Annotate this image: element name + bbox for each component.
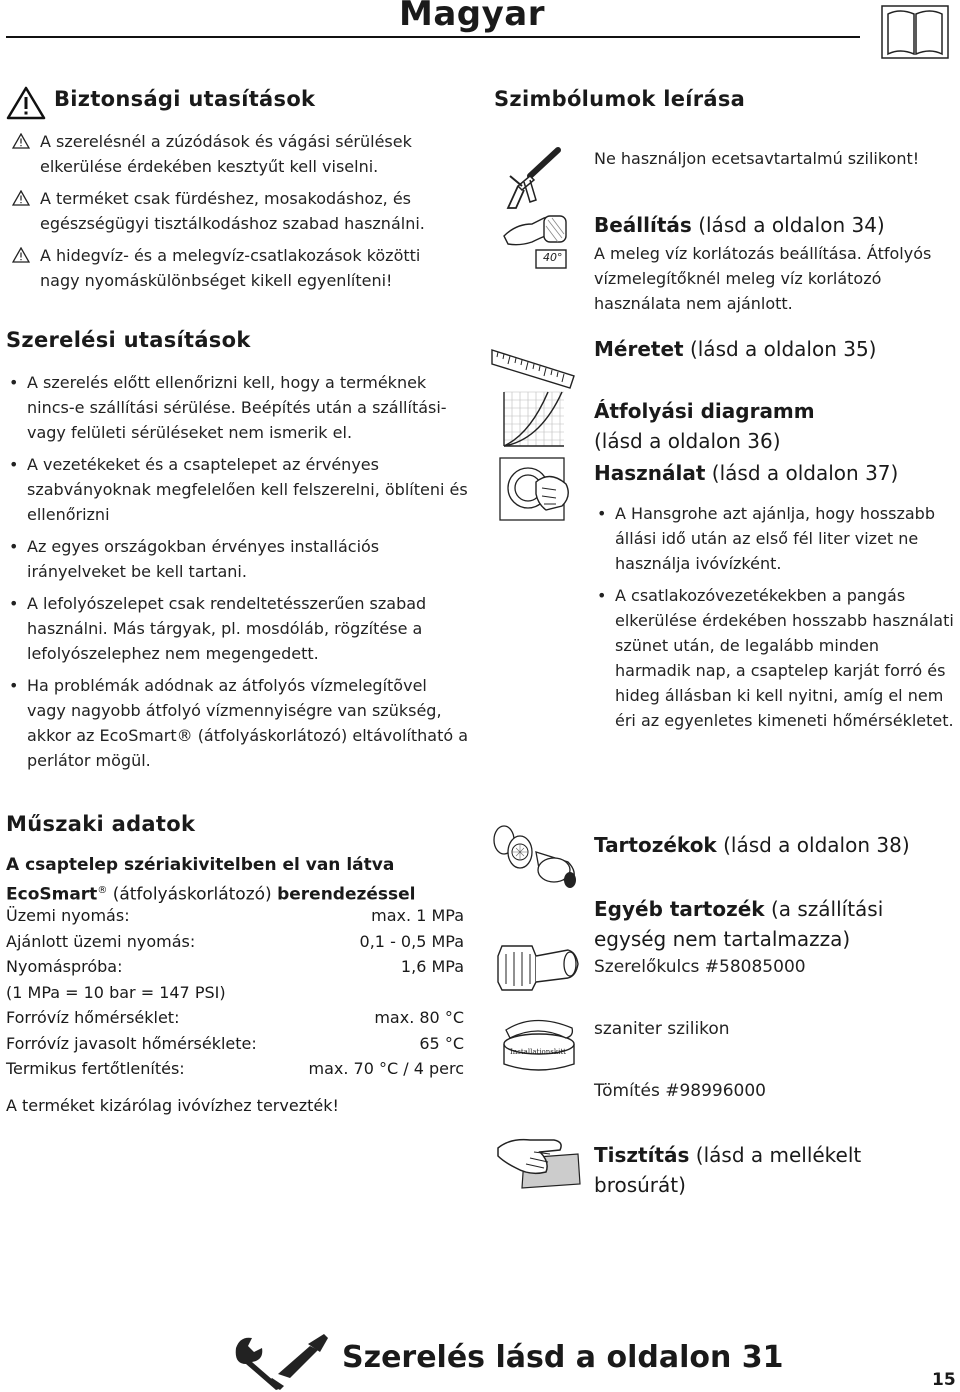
page-language-title: Magyar [399,0,545,34]
dims-ref: (lásd a oldalon 35) [683,337,877,361]
safety-item: A hidegvíz- és a melegvíz-csatlakozások közötti nagy nyomáskülönbséget kikell egyenlíteni! [12,243,432,293]
silicone-gun-icon [500,146,564,210]
setting-text: A meleg víz korlátozás beállítása. Átfolyós vízmelegítőknél meleg víz korlátozó használata nem ajánlott. [594,244,932,313]
aerator-icon [490,822,580,894]
tech-note: A terméket kizárólag ivóvízhez tervezték! [6,1096,339,1115]
wrench-item: Szerelőkulcs #58085000 [594,957,806,977]
use-heading [594,458,954,488]
spec-row: Forróvíz javasolt hőmérséklete: 65 °C [6,1033,464,1053]
tools-icon [230,1330,330,1390]
warning-icon [6,86,46,120]
registered-mark: ® [97,885,108,896]
symbols-title: Szimbólumok leírása [494,87,746,111]
flow-diagram-icon [500,388,568,450]
book-icon [880,4,950,60]
tech-intro-bold2: berendezéssel [277,884,416,905]
spec-table [6,903,464,1082]
ruler-icon [490,334,576,390]
spec-row: Üzemi nyomás: max. 1 MPa [6,906,464,925]
spec-row: Ajánlott üzemi nyomás: 0,1 - 0,5 MPa [6,931,464,951]
wrench-key-icon [492,936,582,996]
footer-text: Szerelés lásd a oldalon 31 [342,1340,784,1375]
spec-row: Termikus fertőtlenítés: max. 70 °C / 4 perc [6,1059,464,1078]
page-number: 15 [932,1370,956,1390]
list-item: • A szerelés előtt ellenőrizni kell, hogy a terméknek nincs-e szállítási sérülése. Beépítés után a szállítási- vagy felületi sérüléseket nem ismerik el. [6,370,470,445]
header-rule [6,36,860,38]
list-item: • Az egyes országokban érvényes installációs irányelveket be kell tartani. [6,534,470,584]
temperature-setting-icon [500,212,574,274]
setting-ref: (lásd a oldalon 34) [691,213,885,237]
warning-icon [12,190,30,206]
cleaning-title: Tisztítás [594,1143,690,1167]
list-item: • Ha problémák adódnak az átfolyós vízmelegítõvel vagy nagyobb átfolyó vízmennyiségre van szükség, akkor az EcoSmart® (átfolyáskorlátozó) eltávolítható a perlátor mögül. [6,673,470,773]
list-item: • A csatlakozóvezetékekben a pangás elkerülése érdekében hosszabb használati szünet után, de legalább minden harmadik nap, a csaptelep karját forró és hideg állásban ki kell nyitni, amíg el nem éri az egyenletes kimeneti hőmérsékletet. [594,583,958,733]
dims-heading [594,334,954,364]
warning-icon [12,133,30,149]
spec-row: (1 MPa = 10 bar = 147 PSI) [6,982,226,1002]
usage-icon [496,454,574,524]
spec-row: Nyomáspróba: 1,6 MPa [6,957,464,976]
silicone-can-icon [494,1016,586,1076]
accessories-ref: (lásd a oldalon 38) [716,833,910,857]
setting-title: Beállítás [594,213,692,237]
seal-item: Tömítés #98996000 [594,1081,767,1101]
list-item: • A vezetékeket és a csaptelepet az érvényes szabványoknak megfelelően kell felszerelni, öblíteni és ellenőrizni [6,452,470,527]
safety-title: Biztonsági utasítások [54,87,316,111]
use-list [594,501,958,740]
use-title: Használat [594,461,706,485]
list-item: • A Hansgrohe azt ajánlja, hogy hosszabb állási idő után az első fél liter vizet ne használja ivóvízként. [594,501,958,576]
brand-name: EcoSmart [6,884,98,905]
tech-title: Műszaki adatok [6,812,196,836]
cleaning-icon [494,1118,586,1190]
other-accessory-heading [594,894,944,954]
use-ref: (lásd a oldalon 37) [705,461,899,485]
other-accessory-ref: (a szállítási egység nem tartalmazza) [594,897,884,951]
safety-item: A szerelésnél a zúzódások és vágási sérülések elkerülése érdekében kesztyűt kell viselni. [12,129,432,179]
accessories-title: Tartozékok [594,833,717,857]
accessories-heading [594,830,954,860]
safety-item: A terméket csak fürdéshez, mosakodáshoz, és egészségügyi tisztálkodáshoz szabad használni. [12,186,432,236]
tech-intro-normal: (átfolyáskorlátozó) [107,884,278,905]
spec-row: Forróvíz hőmérséklet: max. 80 °C [6,1008,464,1027]
install-title: Szerelési utasítások [6,328,251,352]
silicone-item: szaniter szilikon [594,1019,730,1039]
can-label: Installationskitt [510,1048,566,1056]
list-item: • A lefolyószelepet csak rendeltetésszerűen szabad használni. Más tárgyak, pl. mosdóláb, rögzítése a lefolyószelephez nem megengedett. [6,591,470,666]
warning-icon [12,247,30,263]
setting-heading [594,210,954,240]
tech-intro-bold: A csaptelep szériakivitelben el van látva [6,855,395,875]
dims-title: Méretet [594,337,684,361]
flow-ref: (lásd a oldalon 36) [594,429,781,453]
temperature-display: 40° [543,251,563,264]
silicone-note: Ne használjon ecetsavtartalmú szilikont! [594,149,920,168]
flow-title: Átfolyási diagramm [594,399,815,423]
tech-intro [6,852,476,908]
cleaning-ref: (lásd a mellékelt brosúrát) [594,1143,862,1197]
install-list [6,370,470,780]
cleaning-heading [594,1140,956,1200]
flow-heading [594,396,954,456]
other-accessory-title: Egyéb tartozék [594,897,765,921]
